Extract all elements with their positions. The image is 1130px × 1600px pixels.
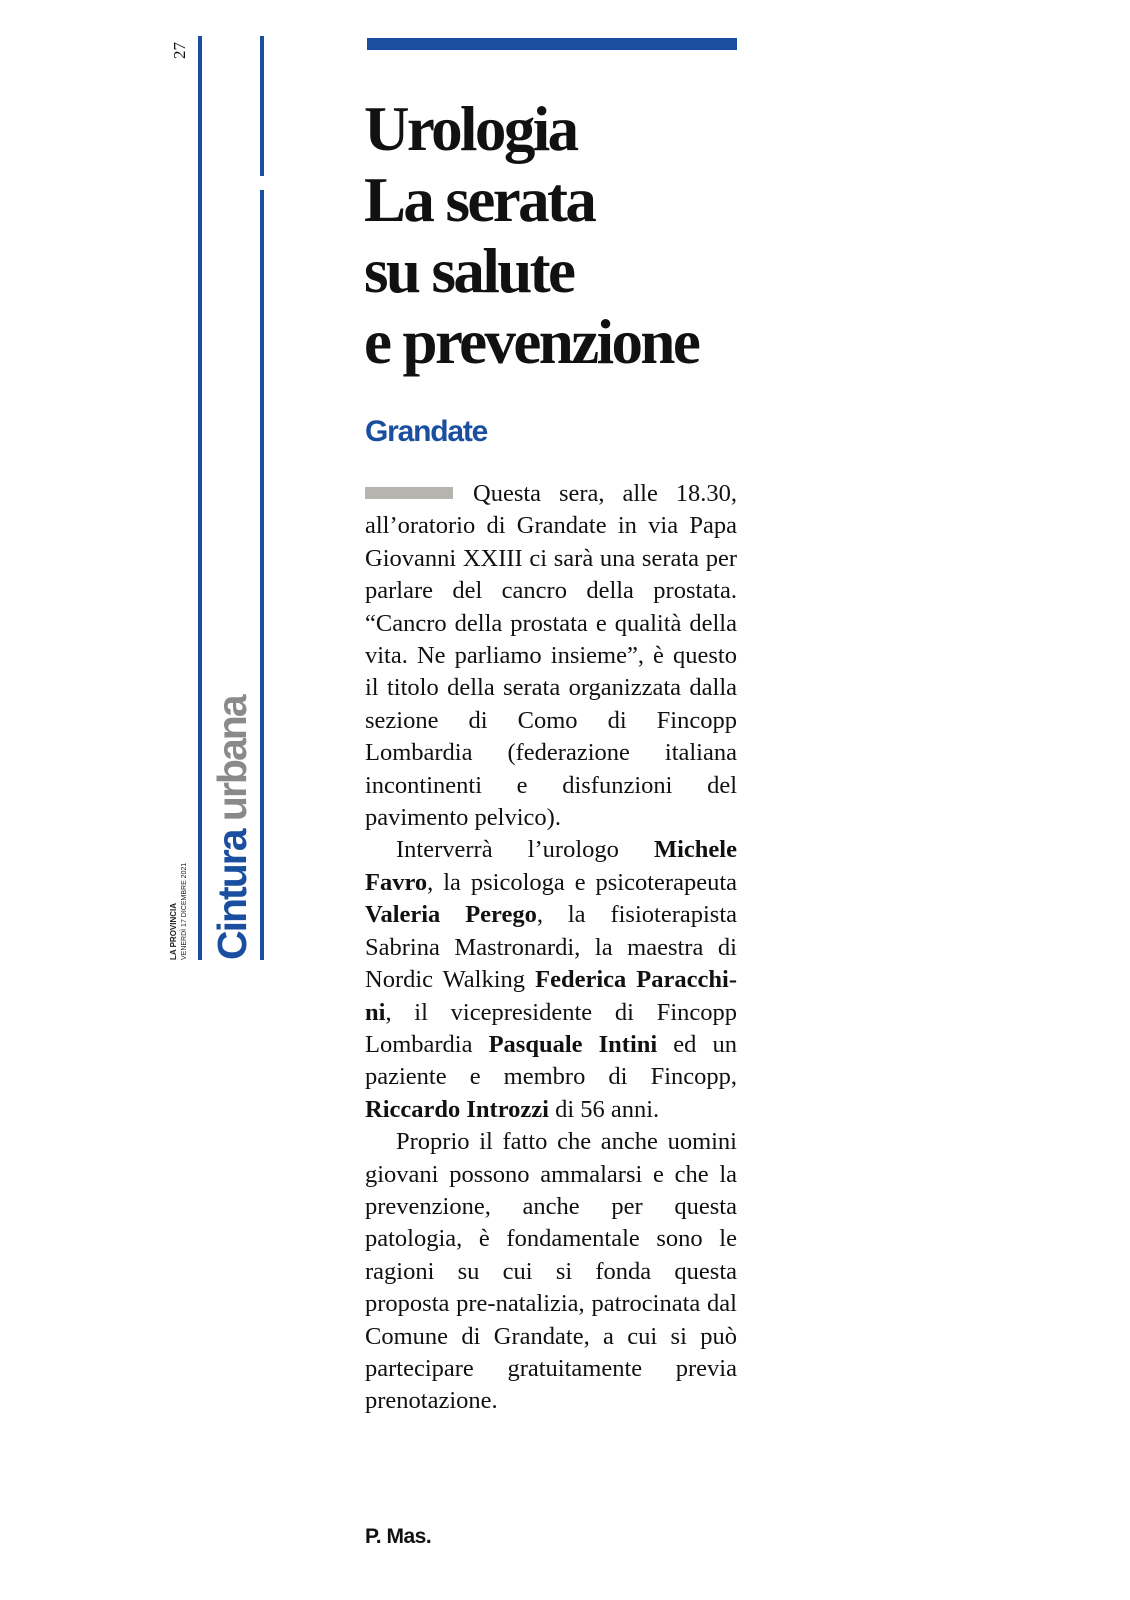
body-paragraph-2: [365, 834, 737, 1126]
body-paragraph-3: [365, 1126, 737, 1418]
paragraph-2-text: , il vicepresidente di Fincopp Lombardia: [365, 998, 737, 1058]
section-rule-left: [198, 36, 202, 960]
paragraph-2-text: di 56 anni.: [548, 1095, 660, 1123]
paragraph-2-text: ed un paziente e membro di Fincopp,: [365, 1030, 737, 1091]
person-name: Pasquale Intini: [488, 1030, 658, 1058]
article-kicker: Grandate: [365, 415, 488, 448]
section-title-word-2: urbana: [209, 696, 255, 822]
article-body: [365, 478, 737, 1418]
article-top-bar: [367, 38, 737, 50]
paragraph-1-text: Questa sera, alle 18.30, all’oratorio di Grandate in via Papa Giovanni XXIII ci sarà una serata per parlare del cancro della prostata. “Cancro della prostata e qualità della vita. Ne parliamo insieme”, è questo il titolo della serata organizzata dalla sezione di Como di Fincopp Lombardia (federazione italiana incontinenti e disfunzioni del pavimento pelvico).: [365, 480, 737, 832]
paragraph-2-text: Interverrà l’urologo: [396, 836, 654, 864]
headline-line: e prevenzione: [364, 307, 699, 377]
section-rule-right-top: [260, 36, 264, 176]
headline-line: su salute: [364, 236, 574, 306]
body-paragraph-1: [365, 478, 737, 834]
article-byline: P. Mas.: [365, 1525, 432, 1548]
paragraph-2-text: , la psicologa e psicoterapeuta: [427, 868, 737, 896]
lead-marker: [365, 487, 453, 499]
person-name: Riccardo Introzzi: [365, 1095, 549, 1123]
person-name: Michele Favro: [365, 836, 737, 896]
masthead-date: VENERDÌ 17 DICEMBRE 2021: [181, 862, 188, 960]
headline-line: La serata: [364, 165, 595, 235]
section-title-word-1: Cintura: [209, 830, 255, 960]
masthead: [168, 850, 190, 960]
article-headline: [364, 94, 744, 378]
page-number: 27: [170, 42, 189, 60]
paragraph-3-text: Proprio il fatto che anche uomini giovani possono ammalarsi e che la prevenzione, anche per questa patologia, è fondamentale sono le ragioni su cui si fonda questa proposta pre-natalizia, patrocinata dal Comune di Grandate, a cui si può partecipare gratuitamente previa prenotazione.: [365, 1128, 737, 1415]
headline-line: Urologia: [364, 94, 577, 164]
masthead-paper-name: LA PROVINCIA: [169, 902, 178, 960]
section-title: [208, 665, 256, 960]
person-name: Federica Paracchini: [365, 966, 737, 1026]
paragraph-2-text: , la fisioterapista Sabrina Mastronardi, la maestra di Nordic Walking: [365, 901, 738, 994]
person-name: Valeria Perego: [365, 901, 537, 929]
section-rule-right-bottom: [260, 190, 264, 960]
